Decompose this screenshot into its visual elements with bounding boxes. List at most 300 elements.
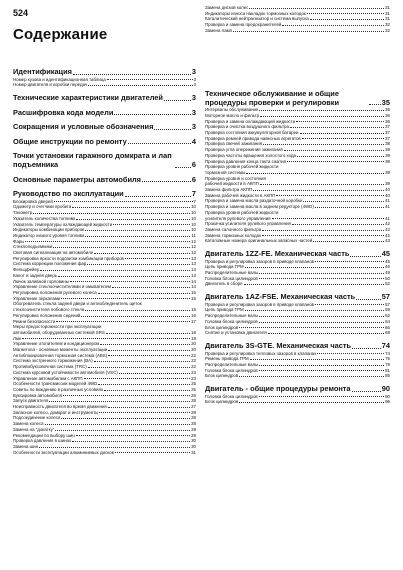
- toc-entry-title: Проверка и регулировка зазоров в приводе клапанов: [205, 301, 314, 307]
- leader-dots: [263, 144, 384, 145]
- leader-dots: [114, 114, 191, 115]
- toc-entry-title: Головка блока цилиндров: [205, 318, 258, 324]
- toc-entry-page: 38: [385, 141, 390, 147]
- toc-entry-page: 3: [191, 68, 196, 76]
- toc-entry-title: Особенности трансмиссии моделей 4WD: [13, 381, 98, 387]
- leader-dots: [107, 79, 193, 80]
- leader-dots: [164, 100, 191, 101]
- toc-entry-title: Управление отопителем и кондиционером: [13, 341, 100, 347]
- leader-dots: [260, 116, 384, 117]
- toc-entry-page: 29: [191, 432, 196, 438]
- toc-entry-title: стеклоочистителя лобового стекла: [13, 307, 85, 313]
- leader-dots: [39, 447, 190, 448]
- leader-dots: [106, 333, 190, 334]
- toc-entry-title: Указатель количества топлива: [13, 215, 76, 221]
- toc-entry-page: 3: [193, 76, 196, 82]
- toc-entry-page: 39: [385, 152, 390, 158]
- toc-entry: [205, 28, 390, 34]
- toc-entry-title: Ремень привода ГРМ: [205, 356, 249, 362]
- toc-entry-page: 17: [191, 318, 196, 324]
- leader-dots: [259, 396, 384, 397]
- toc-entry-title: Управление автомобилем с АКПП: [13, 375, 83, 381]
- toc-entry-page: 30: [191, 443, 196, 449]
- toc-entry-title: Распределительные валы: [205, 313, 259, 319]
- toc-entry-page: 31: [191, 449, 196, 455]
- toc-entry-title: Тахометр: [13, 210, 33, 216]
- leader-dots: [40, 270, 190, 271]
- toc-entry-title: Техническое обслуживание и общие процедуры проверки и регулировки: [205, 90, 340, 107]
- leader-dots: [268, 333, 384, 334]
- toc-entry-title: Буксировка автомобиля: [13, 392, 62, 398]
- toc-entry-title: Расшифровка кода модели: [13, 108, 114, 117]
- toc-entry-text: Проверка уровня рабочей жидкости: [205, 164, 279, 170]
- toc-section: [205, 293, 390, 302]
- toc-entry-title: Советы по вождению в различных условиях: [13, 386, 104, 392]
- toc-entry-title: Проверка и замена охлаждающей жидкости: [205, 118, 296, 124]
- toc-entry-page: 28: [191, 398, 196, 404]
- leader-dots: [22, 338, 190, 339]
- toc-entry-title: Проверка ремней привода навесных агрегатов: [205, 135, 301, 141]
- toc-entry-title: Головка блока цилиндров: [205, 275, 258, 281]
- toc-entry-page: 12: [191, 250, 196, 256]
- toc-entry-title: Прокачка усилителя рулевого управления: [205, 221, 291, 227]
- toc-entry-text: Меры предосторожности при эксплуатации: [13, 324, 102, 330]
- leader-dots: [76, 219, 190, 220]
- leader-dots: [356, 299, 381, 300]
- toc-entry-text: Проверка уровня и состояния: [205, 175, 266, 181]
- toc-entry-title: Замена колеса: [13, 421, 44, 427]
- toc-entry-page: 13: [191, 261, 196, 267]
- toc-entry-page: 19: [191, 335, 196, 341]
- leader-dots: [99, 412, 190, 413]
- toc-entry-page: 22: [191, 358, 196, 364]
- leader-dots: [296, 121, 384, 122]
- toc-entry-page: 39: [385, 169, 390, 175]
- toc-entry-title: Замена тормозных колодок: [205, 232, 262, 238]
- toc-entry-page: 23: [191, 369, 196, 375]
- toc-entry-page: 28: [191, 421, 196, 427]
- toc-entry-page: 35: [381, 97, 390, 107]
- toc-entry-page: 6: [191, 175, 196, 184]
- leader-dots: [94, 361, 191, 362]
- toc-entry-page: 26: [191, 392, 196, 398]
- leader-dots: [54, 201, 193, 202]
- toc-entry-title: Проверка свечей зажигания: [205, 141, 263, 147]
- toc-entry-page: 43: [385, 238, 390, 244]
- toc-entry-title: Проверка состояния аккумуляторной батареи: [205, 130, 299, 135]
- leader-dots: [253, 190, 384, 191]
- leader-dots: [259, 316, 384, 317]
- leader-dots: [53, 247, 190, 248]
- toc-entry-title: Проверка частоты вращения холостого хода: [205, 152, 297, 158]
- toc-entry-page: 20: [191, 341, 196, 347]
- leader-dots: [292, 224, 384, 225]
- toc-entry-title: Регулировка яркости подсветки комбинации приборов: [13, 255, 124, 261]
- toc-entry-page: 31: [385, 5, 390, 10]
- toc-entry-title: Двигатель 1ZZ-FE. Механическая часть: [205, 250, 350, 259]
- toc-entry-page: 42: [385, 232, 390, 238]
- toc-section: [13, 123, 196, 132]
- toc-entry-title: Фельцфейер: [13, 267, 40, 273]
- toc-entry-page: 22: [191, 364, 196, 370]
- toc-entry-title: Управление зеркалами: [13, 295, 61, 301]
- toc-entry-title: Номер кузова и идентификационная таблица: [13, 76, 106, 82]
- toc-entry-page: 15: [191, 290, 196, 295]
- toc-entry-page: 28: [191, 409, 196, 415]
- toc-entry-page: 10: [191, 215, 196, 221]
- toc-entry-page: 13: [191, 272, 196, 278]
- leader-dots: [315, 261, 384, 262]
- leader-dots: [250, 359, 385, 360]
- toc-entry-title: автомобилей, оборудованных системой SRS: [13, 329, 105, 335]
- leader-dots: [303, 201, 384, 202]
- toc-entry-page: 45: [381, 250, 390, 259]
- toc-entry-page: 3: [193, 82, 196, 88]
- toc-entry-title: Распределительные валы: [205, 270, 259, 276]
- leader-dots: [315, 304, 384, 305]
- toc-entry-title: Двигатель - общие процедуры ремонта: [205, 385, 351, 394]
- toc-entry-page: 96: [385, 399, 390, 405]
- toc-entry-title: Сокращения и условные обозначения: [13, 123, 154, 132]
- toc-section: [13, 138, 196, 147]
- toc-entry-page: 28: [191, 415, 196, 421]
- toc-entry-title: Особенности эксплуатации алюминиевых дисков: [13, 449, 114, 455]
- leader-dots: [49, 401, 190, 402]
- toc-entry-title: Номер двигателя и коробки передач: [13, 82, 88, 88]
- toc-entry-title: Проверка и замена масла раздаточной коробки: [205, 198, 303, 204]
- leader-dots: [108, 350, 190, 351]
- toc-entry-page: 52: [385, 281, 390, 287]
- toc-entry-title: Люк: [13, 335, 22, 341]
- toc-entry-title: Проверка и регулировка зазоров в приводе клапанов: [205, 258, 314, 264]
- toc-entry-page: 20: [191, 347, 196, 353]
- toc-entry-page: 64: [385, 318, 390, 324]
- toc-entry-title: Лючок заливной горловины: [13, 278, 69, 284]
- toc-entry-page: 42: [385, 226, 390, 232]
- toc-entry-title: Замена салонного фильтра: [205, 226, 262, 232]
- toc-entry-page: 15: [191, 295, 196, 301]
- toc-entry-page: 36: [385, 118, 390, 124]
- toc-entry-page: 3: [191, 108, 196, 117]
- leader-dots: [61, 418, 190, 419]
- leader-dots: [73, 74, 191, 75]
- toc-entry-title: Проверка давления в шинах: [13, 438, 72, 444]
- toc-entry-page: 31: [385, 10, 390, 16]
- toc-entry-page: 57: [385, 301, 390, 307]
- toc-entry-page: 85: [385, 373, 390, 379]
- leader-dots: [290, 127, 384, 128]
- leader-dots: [259, 365, 384, 366]
- toc-column-right: [205, 84, 390, 405]
- toc-section: [205, 385, 390, 394]
- leader-dots: [262, 235, 384, 236]
- toc-entry-page: 10: [191, 204, 196, 210]
- toc-entry-page: 13: [191, 255, 196, 261]
- leader-dots: [56, 321, 190, 322]
- toc-entry-title: усилителя рулевого управления: [205, 215, 271, 221]
- leader-dots: [244, 284, 385, 285]
- leader-dots: [245, 310, 384, 311]
- toc-entry-title: Каталитический нейтрализатор и система выпуска: [205, 16, 309, 22]
- toc-entry-page: 23: [191, 375, 196, 381]
- leader-dots: [352, 348, 381, 349]
- toc-entry-title: Снятие и установка двигателя: [205, 330, 267, 336]
- toc-entry-page: 3: [191, 94, 196, 102]
- toc-entry-title: Головка блока цилиндров: [205, 367, 258, 373]
- toc-entry-title: Блок цилиндров: [205, 324, 239, 330]
- toc-entry-page: 68: [385, 330, 390, 336]
- toc-entry-title: Двигатель 1AZ-FSE. Механическая часть: [205, 293, 356, 302]
- leader-dots: [313, 241, 384, 242]
- leader-dots: [88, 367, 190, 368]
- toc-entry-title: Капот и задняя дверь: [13, 272, 58, 278]
- leader-dots: [262, 230, 384, 231]
- toc-entry-page: 78: [385, 361, 390, 367]
- leader-dots: [85, 230, 190, 231]
- leader-dots: [72, 207, 190, 208]
- toc-entry-page: 46: [385, 264, 390, 270]
- toc-entry-title: Общие инструкции по ремонту: [13, 137, 127, 146]
- toc-entry-title: тормозной системы: [205, 169, 246, 175]
- leader-dots: [125, 258, 190, 259]
- leader-dots: [272, 218, 385, 219]
- leader-dots: [297, 156, 384, 157]
- page-title: Содержание: [13, 26, 108, 43]
- toc-entry-title: Регулировка положения рулевого колеса: [13, 290, 97, 295]
- toc-entry-page: 39: [385, 181, 390, 187]
- leader-dots: [70, 281, 190, 282]
- toc-entry-title: Блок цилиндров: [205, 373, 239, 379]
- toc-entry-page: 74: [381, 341, 390, 350]
- leader-dots: [259, 110, 384, 111]
- toc-section: [13, 176, 196, 185]
- toc-entry-page: 32: [385, 27, 390, 33]
- toc-entry-page: 59: [385, 307, 390, 313]
- toc-entry-title: Проверка и очистка воздушного фильтра: [205, 124, 289, 130]
- toc-entry-title: Неисправность двигателя во время движения: [13, 404, 107, 410]
- toc-entry-page: 6: [191, 159, 196, 169]
- leader-dots: [284, 150, 384, 151]
- leader-dots: [245, 267, 384, 268]
- leader-dots: [259, 322, 384, 323]
- toc-entry-title: Система экстренного торможения (BA): [13, 358, 93, 364]
- leader-dots: [142, 181, 191, 182]
- toc-entry-title: Индикаторы износа накладок тормозных колодок: [205, 10, 306, 16]
- leader-dots: [87, 264, 190, 265]
- toc-entry-title: Цепь привода ГРМ: [205, 264, 244, 270]
- toc-entry-page: 50: [385, 275, 390, 281]
- toc-entry: [13, 82, 196, 88]
- toc-entry: [205, 330, 390, 336]
- toc-entry-title: рабочей жидкости в АКПП: [205, 181, 259, 187]
- toc-entry-page: 40: [385, 187, 390, 193]
- toc-entry-page: 39: [385, 147, 390, 153]
- toc-entry-page: 12: [191, 238, 196, 244]
- toc-entry-page: 12: [191, 244, 196, 250]
- toc-entry-title: Магнитола - основные моменты эксплуатации: [13, 347, 108, 353]
- leader-dots: [317, 353, 384, 354]
- toc-entry-page: 10: [191, 210, 196, 216]
- toc-entry-page: 35: [385, 107, 390, 113]
- toc-entry-title: Двигатель в сборе: [205, 281, 243, 287]
- toc-entry-page: 14: [191, 278, 196, 284]
- toc-entry-page: 62: [385, 313, 390, 319]
- leader-dots: [260, 184, 384, 185]
- leader-dots: [369, 104, 381, 105]
- toc-entry-page: 16: [191, 312, 196, 318]
- leader-dots: [98, 384, 190, 385]
- toc-entry-title: Индикаторы комбинации приборов: [13, 227, 85, 233]
- leader-dots: [72, 441, 190, 442]
- leader-dots: [113, 224, 190, 225]
- toc-entry-title: Интервалы обслуживания: [205, 107, 259, 113]
- toc-entry-page: 41: [385, 204, 390, 210]
- toc-entry-title: Замена рабочей жидкости в АКПП: [205, 192, 276, 198]
- toc-entry-page: 10: [191, 227, 196, 233]
- toc-entry: [205, 373, 390, 379]
- leader-dots: [276, 195, 384, 196]
- toc-entry-page: 49: [385, 270, 390, 276]
- toc-entry-page: 66: [385, 324, 390, 330]
- leader-dots: [287, 161, 384, 162]
- toc-entry-title: Точки установки гаражного домкрата и лап подъемника: [13, 152, 172, 169]
- leader-dots: [302, 138, 384, 139]
- toc-column-right-top: [205, 5, 390, 34]
- toc-entry-title: Замена фильтра АКПП: [205, 187, 253, 193]
- toc-entry-title: Система коррекции положения фар: [13, 261, 87, 267]
- leader-dots: [128, 143, 191, 144]
- leader-dots: [58, 276, 190, 277]
- toc-entry-title: Рекомендации по выбору шин: [13, 432, 75, 438]
- toc-entry-title: Блокировка дверей: [13, 198, 53, 204]
- toc-entry-title: Ремни безопасности: [13, 318, 56, 324]
- toc-entry-page: 18: [191, 329, 196, 335]
- toc-entry: [205, 281, 390, 287]
- leader-dots: [249, 8, 384, 9]
- toc-entry-title: Подсоединение колеса: [13, 415, 61, 421]
- toc-entry: [205, 238, 390, 244]
- toc-entry-page: 25: [191, 381, 196, 387]
- toc-entry-title: Моторное масло и фильтр: [205, 112, 260, 118]
- toc-entry-title: Проверка давления конца такта сжатия: [205, 158, 286, 164]
- toc-entry-page: 31: [385, 16, 390, 22]
- leader-dots: [315, 207, 384, 208]
- toc-entry-title: Управление стеклоочистителями и омывателем: [13, 284, 112, 290]
- toc-entry-page: 37: [385, 124, 390, 130]
- toc-entry-page: 29: [191, 426, 196, 432]
- leader-dots: [307, 13, 384, 14]
- leader-dots: [108, 355, 190, 356]
- toc-entry-title: Регулировка положения сидений: [13, 312, 81, 318]
- leader-dots: [45, 424, 191, 425]
- toc-entry-title: Каталожные номера оригинальных запасных частей: [205, 238, 313, 244]
- leader-dots: [104, 390, 190, 391]
- leader-dots: [259, 273, 384, 274]
- toc-entry-page: 7: [193, 198, 196, 204]
- toc-entry-title: Индикатор низкого уровня топлива: [13, 232, 85, 238]
- toc-entry-title: Технические характеристики двигателей: [13, 94, 163, 102]
- toc-entry-text: Обогреватель стекла задней двери и антиобледенитель щеток: [13, 301, 142, 307]
- toc-entry-title: Проверка угла опережения зажигания: [205, 147, 283, 153]
- toc-entry-title: Замена ламп: [205, 27, 233, 33]
- toc-entry-title: Блок цилиндров: [205, 399, 239, 405]
- toc-section: [205, 90, 390, 107]
- toc-entry-page: 45: [385, 258, 390, 264]
- toc-entry-title: Антиблокировочная тормозная система (ABS): [13, 352, 108, 358]
- toc-entry-page: 14: [191, 284, 196, 290]
- toc-entry-title: Руководство по эксплуатации: [13, 190, 124, 199]
- toc-section: [13, 68, 196, 77]
- toc-entry-title: Замена на "докатку": [13, 426, 55, 432]
- page-number: 524: [13, 8, 29, 18]
- leader-dots: [239, 327, 384, 328]
- toc-section: [205, 342, 390, 351]
- toc-entry-page: 57: [381, 293, 390, 302]
- toc-entry-page: 22: [191, 352, 196, 358]
- toc-entry-page: 11: [191, 232, 196, 238]
- toc-entry-page: 41: [385, 215, 390, 221]
- toc-entry-page: 41: [385, 198, 390, 204]
- toc-section: [13, 94, 196, 103]
- toc-entry: [13, 450, 196, 456]
- leader-dots: [63, 395, 190, 396]
- toc-entry-page: 37: [385, 135, 390, 141]
- leader-dots: [310, 19, 384, 20]
- toc-entry-title: Система курсовой устойчивости автомобиля (VSC): [13, 369, 118, 375]
- toc-entry-page: 25: [191, 386, 196, 392]
- leader-dots: [25, 241, 190, 242]
- leader-dots: [76, 435, 190, 436]
- leader-dots: [61, 298, 190, 299]
- leader-dots: [125, 196, 191, 197]
- leader-dots: [108, 407, 190, 408]
- toc-entry-title: Указатель температуры охлаждающей жидкости: [13, 221, 113, 227]
- toc-entry-title: Головка блока цилиндров: [205, 393, 258, 399]
- toc-entry-title: Одометр и счетчики пробега: [13, 204, 72, 210]
- leader-dots: [233, 31, 384, 32]
- toc-entry-page: 39: [385, 158, 390, 164]
- toc-entry-text: Проверка уровня рабочей жидкости: [205, 209, 279, 215]
- toc-entry-title: Проверка и замена масла в заднем редукторе (4WD): [205, 204, 314, 210]
- toc-entry-page: 30: [191, 438, 196, 444]
- toc-entry-page: 90: [385, 393, 390, 399]
- leader-dots: [81, 316, 190, 317]
- leader-dots: [55, 430, 190, 431]
- leader-dots: [259, 370, 384, 371]
- toc-entry-page: 42: [385, 221, 390, 227]
- toc-entry-title: Идентификация: [13, 68, 72, 76]
- toc-section: [205, 250, 390, 259]
- leader-dots: [33, 213, 190, 214]
- toc-entry-page: 10: [191, 221, 196, 227]
- toc-entry-page: 3: [191, 123, 196, 132]
- leader-dots: [300, 133, 385, 134]
- leader-dots: [84, 378, 191, 379]
- toc-section: [13, 109, 196, 118]
- toc-column-left: [13, 62, 196, 455]
- toc-entry-page: 74: [385, 350, 390, 356]
- leader-dots: [85, 236, 190, 237]
- toc-entry-page: 90: [381, 385, 390, 394]
- leader-dots: [85, 310, 190, 311]
- toc-entry-page: 32: [385, 22, 390, 28]
- toc-entry-title: Запуск двигателя: [13, 398, 49, 404]
- toc-entry-title: Двигатель 3S-GTE. Механическая часть: [205, 341, 352, 350]
- toc-entry-title: Замена дисков колес: [205, 5, 249, 10]
- toc-entry-title: Основные параметры автомобиля: [13, 175, 141, 184]
- leader-dots: [239, 376, 384, 377]
- toc-entry-page: 81: [385, 367, 390, 373]
